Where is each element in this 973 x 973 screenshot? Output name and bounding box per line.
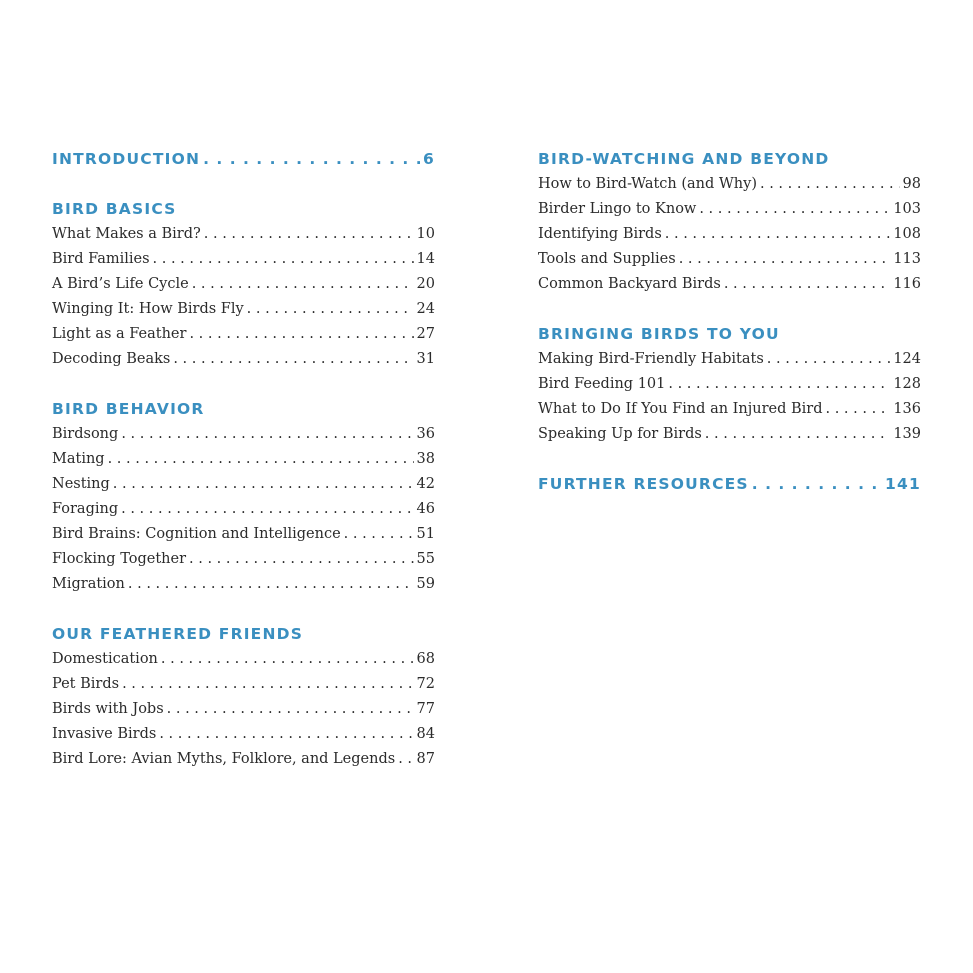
toc-entry-label: Bird Brains: Cognition and Intelligence xyxy=(52,526,341,542)
toc-entry-page: 59 xyxy=(416,576,435,592)
toc-entry-label: Mating xyxy=(52,451,105,467)
toc-entry[interactable] xyxy=(538,222,921,247)
toc-entry[interactable] xyxy=(52,222,435,247)
toc-entry-label: Bird Feeding 101 xyxy=(538,376,666,392)
toc-entry[interactable] xyxy=(52,422,435,447)
dot-leader xyxy=(247,297,414,322)
toc-entry[interactable] xyxy=(538,397,921,422)
toc-entry-page: 136 xyxy=(893,401,921,417)
toc-entry-page: 20 xyxy=(416,276,435,292)
toc-entry-page: 84 xyxy=(416,726,435,742)
toc-entry-label: Birdsong xyxy=(52,426,119,442)
dot-leader xyxy=(189,547,414,572)
dot-leader xyxy=(724,272,890,297)
toc-entry-label: Nesting xyxy=(52,476,110,492)
dot-leader xyxy=(159,722,413,747)
toc-entry[interactable] xyxy=(52,447,435,472)
toc-entry[interactable] xyxy=(52,247,435,272)
toc-entry-label: Birds with Jobs xyxy=(52,701,164,717)
toc-entry-page: 10 xyxy=(416,226,435,242)
toc-introduction[interactable] xyxy=(52,147,435,172)
toc-entry-page: 87 xyxy=(416,751,435,767)
toc-entry-page: 108 xyxy=(893,226,921,242)
toc-entry-page: 128 xyxy=(893,376,921,392)
dot-leader xyxy=(189,322,413,347)
toc-entry-page: 98 xyxy=(902,176,921,192)
further-resources-heading: FURTHER RESOURCES xyxy=(538,475,749,493)
toc-entry[interactable] xyxy=(538,247,921,272)
dot-leader xyxy=(679,247,891,272)
toc-entry[interactable] xyxy=(52,497,435,522)
toc-entry[interactable] xyxy=(52,572,435,597)
toc-entry-page: 139 xyxy=(893,426,921,442)
toc-entry-page: 72 xyxy=(416,676,435,692)
toc-entry-page: 27 xyxy=(416,326,435,342)
dot-leader xyxy=(760,172,900,197)
toc-entry-label: Invasive Birds xyxy=(52,726,157,742)
dot-leader xyxy=(398,747,413,772)
toc-entry-label: Identifying Birds xyxy=(538,226,662,242)
toc-entry-page: 77 xyxy=(416,701,435,717)
toc-entry[interactable] xyxy=(52,472,435,497)
toc-entry-label: Migration xyxy=(52,576,125,592)
dot-leader xyxy=(699,197,890,222)
further-resources-page: 141 xyxy=(885,475,921,493)
section-our-feathered-friends xyxy=(52,622,435,772)
bird-watching-heading: BIRD-WATCHING AND BEYOND xyxy=(538,150,830,168)
toc-entry-page: 14 xyxy=(416,251,435,267)
toc-entry-label: Foraging xyxy=(52,501,119,517)
section-bringing-birds xyxy=(538,322,921,447)
dot-leader xyxy=(113,472,414,497)
toc-entry[interactable] xyxy=(538,347,921,372)
toc-entry-page: 31 xyxy=(416,351,435,367)
introduction-page: 6 xyxy=(423,150,435,168)
toc-entry-label: What Makes a Bird? xyxy=(52,226,201,242)
our-feathered-friends-heading: OUR FEATHERED FRIENDS xyxy=(52,625,304,643)
toc-entry-label: Light as a Feather xyxy=(52,326,187,342)
dot-leader xyxy=(204,222,414,247)
toc-entry-page: 36 xyxy=(416,426,435,442)
toc-entry[interactable] xyxy=(538,422,921,447)
toc-entry-label: Decoding Beaks xyxy=(52,351,171,367)
toc-entry-page: 51 xyxy=(416,526,435,542)
toc-entry-label: Speaking Up for Birds xyxy=(538,426,702,442)
toc-entry-page: 68 xyxy=(416,651,435,667)
toc-entry[interactable] xyxy=(52,297,435,322)
dot-leader xyxy=(121,422,413,447)
toc-entry[interactable] xyxy=(538,197,921,222)
toc-entry[interactable] xyxy=(538,372,921,397)
toc-entry[interactable] xyxy=(52,647,435,672)
dot-leader xyxy=(122,672,413,697)
dot-leader xyxy=(203,147,420,172)
bird-behavior-heading: BIRD BEHAVIOR xyxy=(52,400,205,418)
toc-entry[interactable] xyxy=(52,547,435,572)
toc-entry[interactable] xyxy=(538,172,921,197)
toc-left-column xyxy=(52,147,435,772)
toc-entry-page: 46 xyxy=(416,501,435,517)
dot-leader xyxy=(192,272,414,297)
dot-leader xyxy=(825,397,890,422)
dot-leader xyxy=(161,647,414,672)
dot-leader xyxy=(108,447,414,472)
toc-entry[interactable] xyxy=(52,747,435,772)
bringing-birds-heading: BRINGING BIRDS TO YOU xyxy=(538,325,780,343)
bird-basics-heading: BIRD BASICS xyxy=(52,200,177,218)
toc-entry-label: Winging It: How Birds Fly xyxy=(52,301,244,317)
toc-entry[interactable] xyxy=(52,722,435,747)
toc-entry-label: Birder Lingo to Know xyxy=(538,201,697,217)
toc-entry[interactable] xyxy=(52,322,435,347)
dot-leader xyxy=(128,572,414,597)
dot-leader xyxy=(121,497,413,522)
introduction-heading: INTRODUCTION xyxy=(52,150,201,168)
toc-entry-page: 124 xyxy=(893,351,921,367)
section-bird-basics xyxy=(52,197,435,372)
toc-entry[interactable] xyxy=(52,272,435,297)
toc-entry[interactable] xyxy=(52,522,435,547)
dot-leader xyxy=(173,347,413,372)
dot-leader xyxy=(767,347,891,372)
toc-entry-label: Bird Families xyxy=(52,251,150,267)
toc-entry-page: 103 xyxy=(893,201,921,217)
toc-entry-page: 42 xyxy=(416,476,435,492)
dot-leader xyxy=(344,522,414,547)
toc-entry-page: 24 xyxy=(416,301,435,317)
toc-entry-label: Bird Lore: Avian Myths, Folklore, and Legends xyxy=(52,751,396,767)
toc-entry-label: How to Bird-Watch (and Why) xyxy=(538,176,757,192)
toc-entry-label: Common Backyard Birds xyxy=(538,276,721,292)
dot-leader xyxy=(752,472,882,497)
dot-leader xyxy=(153,247,414,272)
toc-right-column xyxy=(538,147,921,497)
toc-entry-page: 113 xyxy=(893,251,921,267)
section-bird-behavior xyxy=(52,397,435,597)
toc-further-resources[interactable] xyxy=(538,472,921,497)
toc-entry-label: Domestication xyxy=(52,651,158,667)
toc-entry-label: What to Do If You Find an Injured Bird xyxy=(538,401,823,417)
toc-entry-page: 55 xyxy=(416,551,435,567)
toc-entry-label: Tools and Supplies xyxy=(538,251,676,267)
toc-entry-label: Making Bird-Friendly Habitats xyxy=(538,351,764,367)
toc-entry-label: Flocking Together xyxy=(52,551,187,567)
dot-leader xyxy=(167,697,414,722)
toc-entry[interactable] xyxy=(52,672,435,697)
toc-entry-label: Pet Birds xyxy=(52,676,120,692)
toc-entry-page: 38 xyxy=(416,451,435,467)
dot-leader xyxy=(668,372,890,397)
dot-leader xyxy=(705,422,891,447)
toc-entry[interactable] xyxy=(52,347,435,372)
toc-entry[interactable] xyxy=(538,272,921,297)
dot-leader xyxy=(665,222,891,247)
toc-entry-label: A Bird’s Life Cycle xyxy=(52,276,189,292)
toc-entry-page: 116 xyxy=(893,276,921,292)
toc-entry[interactable] xyxy=(52,697,435,722)
section-bird-watching xyxy=(538,147,921,297)
